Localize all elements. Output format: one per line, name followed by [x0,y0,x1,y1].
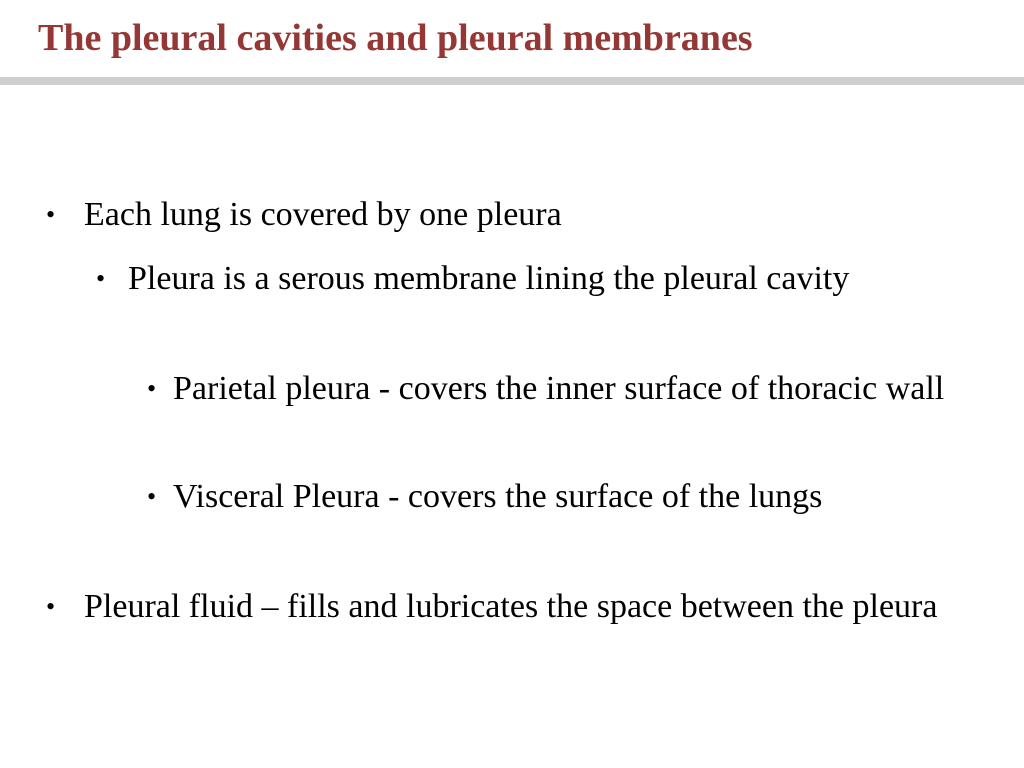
bullet-dot-icon: • [46,200,56,229]
bullet-text: Parietal pleura - covers the inner surface of thoracic wall [173,370,945,407]
bullet-item-parietal-pleura [147,366,993,411]
title-divider [0,77,1024,85]
bullet-item-serous-membrane [96,256,988,301]
bullet-dot-icon: • [147,482,157,511]
bullet-text: Pleural fluid – fills and lubricates the space between the pleura [84,588,938,625]
bullet-text: Visceral Pleura - covers the surface of the lungs [173,478,823,515]
bullet-text: Each lung is covered by one pleura [84,196,562,233]
bullet-dot-icon: • [96,264,106,293]
bullet-item-visceral-pleura [147,474,993,519]
bullet-item-pleural-fluid [46,584,984,629]
bullet-text: Pleura is a serous membrane lining the pleural cavity [128,260,850,297]
bullet-dot-icon: • [46,592,56,621]
slide-title: The pleural cavities and pleural membranes [38,17,753,59]
bullet-dot-icon: • [147,374,157,403]
bullet-item-lung-covered [46,192,984,237]
